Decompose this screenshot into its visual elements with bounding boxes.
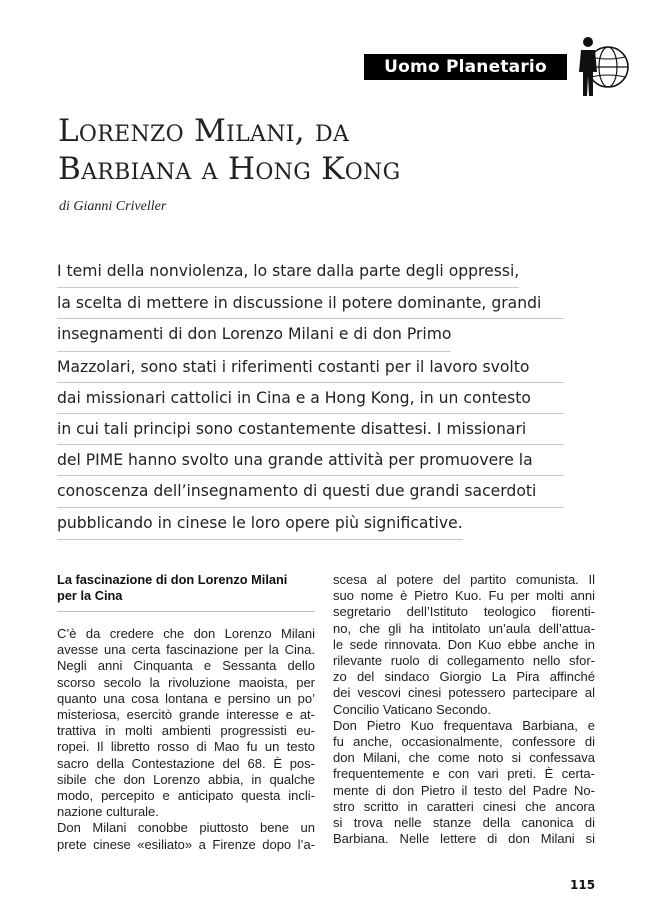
- article-title: [58, 112, 598, 188]
- body-line: frequentemente e con vari preti. È certa-: [333, 766, 595, 782]
- body-line: si trova nelle stanze della canonica di: [333, 815, 595, 831]
- body-line: suo nome è Pietro Kuo. Fu per molti anni: [333, 588, 595, 604]
- body-paragraph: [57, 820, 315, 852]
- subheading-line-1: La fascinazione di don Lorenzo Milani: [57, 572, 288, 587]
- section-banner: Uomo Planetario: [364, 54, 567, 80]
- subheading-line-2: per la Cina: [57, 588, 123, 603]
- lead-line: dai missionari cattolici in Cina e a Hong Kong, in un contesto: [57, 383, 564, 414]
- lead-line: pubblicando in cinese le loro opere più significative.: [57, 508, 463, 540]
- lead-paragraph: [57, 256, 564, 540]
- body-line: le sede rinnovata. Don Kuo ebbe anche in: [333, 636, 595, 652]
- body-paragraph: [333, 572, 595, 718]
- body-line: nazione culturale.: [57, 804, 159, 820]
- lead-line: Mazzolari, sono stati i riferimenti costanti per il lavoro svolto: [57, 352, 564, 383]
- body-line: Concilio Vaticano Secondo.: [333, 701, 492, 717]
- body-line: scorso secolo la rivoluzione maoista, per: [57, 674, 315, 690]
- body-paragraph: [57, 626, 315, 820]
- body-paragraph: [333, 718, 595, 848]
- body-line: dei vescovi cinesi potessero partecipare al: [333, 685, 595, 701]
- lead-line: in cui tali principi sono costantemente disattesi. I missionari: [57, 414, 564, 445]
- right-column: [333, 572, 595, 847]
- body-line: Don Pietro Kuo frequentava Barbiana, e: [333, 717, 595, 733]
- lead-line: del PIME hanno svolto una grande attività per promuovere la: [57, 445, 564, 476]
- body-line: avesse una certa fascinazione per la Cina.: [57, 642, 315, 658]
- body-line: fu anche, occasionalmente, confessore di: [333, 734, 595, 750]
- lead-line: insegnamenti di don Lorenzo Milani e di don Primo: [57, 319, 451, 351]
- body-line: misteriosa, esercitò grande interesse e at-: [57, 707, 315, 723]
- body-line: Negli anni Cinquanta e Sessanta dello: [57, 658, 315, 674]
- body-line: prete cinese «esiliato» a Firenze dopo l’a-: [57, 836, 315, 852]
- lead-line: I temi della nonviolenza, lo stare dalla parte degli oppressi,: [57, 256, 519, 288]
- body-line: Don Milani conobbe piuttosto bene un: [57, 820, 315, 836]
- body-line: zo del sindaco Giorgio La Pira affinché: [333, 669, 595, 685]
- body-line: scesa al potere del partito comunista. Il: [333, 572, 595, 587]
- lead-line: la scelta di mettere in discussione il potere dominante, grandi: [57, 288, 564, 319]
- body-line: C’è da credere che don Lorenzo Milani: [57, 626, 315, 641]
- body-line: don Milani, che come noto si confessava: [333, 750, 595, 766]
- article-author: di Gianni Criveller: [59, 199, 167, 214]
- body-line: mente di don Pietro il testo del Padre No-: [333, 782, 595, 798]
- page-number: 115: [570, 878, 596, 892]
- body-line: rilevante ruolo di collegamento nello sfor-: [333, 653, 595, 669]
- body-line: quanto una cosa lontana e persino un po’: [57, 690, 315, 706]
- globe-man-logo-icon: [570, 34, 632, 100]
- body-line: trattiva in molti ambienti progressisti eu-: [57, 723, 315, 739]
- body-line: no, che gli ha intitolato un’aula dell’attua-: [333, 620, 595, 636]
- article-title-line-1: Lorenzo Milani, da: [58, 113, 350, 149]
- body-line: modo, percepito e anticipato questa incli-: [57, 788, 315, 804]
- body-line: segretario dell’Istituto teologico fiorenti-: [333, 604, 595, 620]
- body-line: sibile che don Lorenzo abbia, in qualche: [57, 771, 315, 787]
- article-title-line-2: Barbiana a Hong Kong: [58, 151, 401, 187]
- section-subheading: [57, 572, 315, 612]
- body-line: ropei. Il libretto rosso di Mao fu un testo: [57, 739, 315, 755]
- body-line: sacro della Contestazione del 68. È pos-: [57, 755, 315, 771]
- body-line: stro scritto in caratteri cinesi che ancora: [333, 798, 595, 814]
- body-line: Barbiana. Nelle lettere di don Milani si: [333, 831, 595, 847]
- left-column: [57, 572, 315, 853]
- lead-line: conoscenza dell’insegnamento di questi due grandi sacerdoti: [57, 476, 564, 507]
